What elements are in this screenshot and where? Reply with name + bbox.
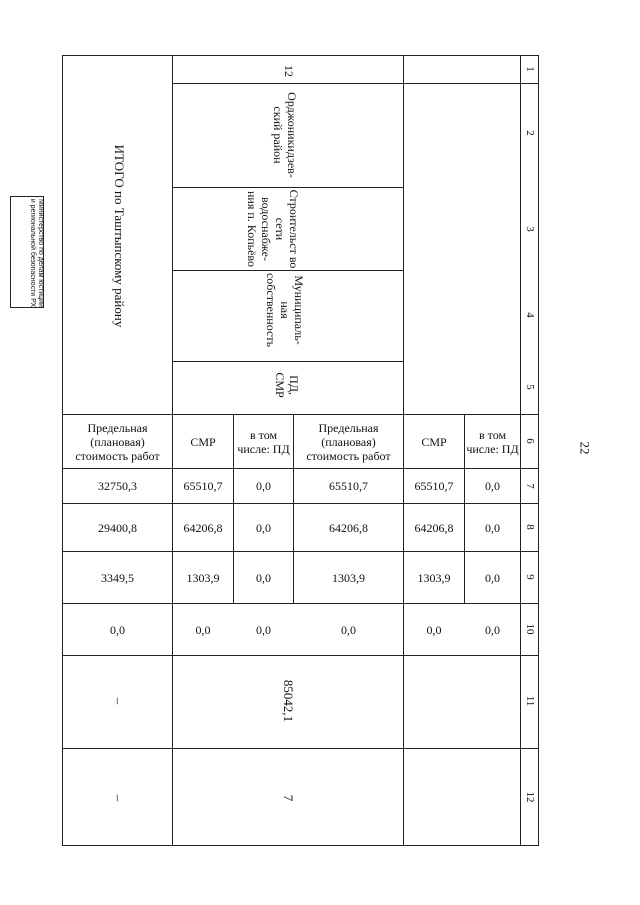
row3-smr: 1303,9 xyxy=(186,570,220,585)
row3-cost2: 1303,9 xyxy=(332,570,365,585)
object-name: Строительст во сети водоснабже-ния п. Копьёво xyxy=(245,189,301,269)
stamp-text: Министерство по делам юстиции и региональной безопасности РХ xyxy=(29,198,44,308)
row2-pd: 0,0 xyxy=(256,520,271,535)
row2-smr: 64206,8 xyxy=(183,520,223,535)
row3-pd: 0,0 xyxy=(256,570,271,585)
page-number: 22 xyxy=(577,441,593,455)
row12-itogo: – xyxy=(111,794,126,802)
row1-smr: 65510,7 xyxy=(183,479,223,493)
colnum-12: 12 xyxy=(524,791,536,803)
row1-pd: 0,0 xyxy=(256,479,271,493)
district-name: Орджоникидзев-ский район xyxy=(271,92,299,178)
row1-itogo-cost: 32750,3 xyxy=(98,479,137,493)
colnum-7: 7 xyxy=(524,483,536,489)
row2-itogo-cost: 29400,8 xyxy=(98,520,137,535)
colnum-10: 10 xyxy=(524,623,536,635)
header-pd-2: в том числе: ПД xyxy=(466,427,519,456)
colnum-9: 9 xyxy=(524,574,536,580)
stamp xyxy=(10,196,44,308)
row4-smr: 0,0 xyxy=(195,622,211,637)
row1-pd2: 0,0 xyxy=(485,479,500,493)
header-pd-1: в том числе: ПД xyxy=(237,427,290,456)
row2-smr2: 64206,8 xyxy=(414,520,454,535)
ownership-type: Муниципаль-ная собственность xyxy=(264,272,306,348)
header-cost-2: Предельная (плановая) стоимость работ xyxy=(306,420,391,463)
work-type: ПД, СМР xyxy=(273,372,301,398)
row4-cost2: 0,0 xyxy=(341,622,356,637)
row4-pd: 0,0 xyxy=(256,622,271,637)
header-smr-2: СМР xyxy=(421,434,447,449)
row3-itogo-cost: 3349,5 xyxy=(101,570,134,585)
row2-cost2: 64206,8 xyxy=(329,520,368,535)
row11-value: 85042,1 xyxy=(281,679,296,723)
header-smr-1: СМР xyxy=(190,434,216,449)
row4-pd2: 0,0 xyxy=(485,622,500,637)
header-cost-itogo: Предельная (плановая) стоимость работ xyxy=(75,420,160,463)
row2-pd2: 0,0 xyxy=(485,520,500,535)
colnum-1: 1 xyxy=(524,66,536,72)
colnum-2: 2 xyxy=(524,130,536,136)
row4-itogo-cost: 0,0 xyxy=(110,622,125,637)
row-number: 12 xyxy=(282,65,296,77)
itogo-label: ИТОГО по Таштыпскому району xyxy=(112,144,127,328)
colnum-4: 4 xyxy=(524,312,536,318)
colnum-8: 8 xyxy=(524,524,536,530)
row1-smr2: 65510,7 xyxy=(414,479,454,493)
colnum-6: 6 xyxy=(524,438,536,444)
colnum-3: 3 xyxy=(524,226,536,232)
colnum-11: 11 xyxy=(524,695,536,707)
row1-cost2: 65510,7 xyxy=(329,479,368,493)
row3-pd2: 0,0 xyxy=(485,570,500,585)
row3-smr2: 1303,9 xyxy=(417,570,451,585)
colnum-5: 5 xyxy=(524,384,536,390)
row4-smr2: 0,0 xyxy=(426,622,442,637)
row12-value: 7 xyxy=(281,794,296,802)
row11-itogo: – xyxy=(111,697,126,705)
